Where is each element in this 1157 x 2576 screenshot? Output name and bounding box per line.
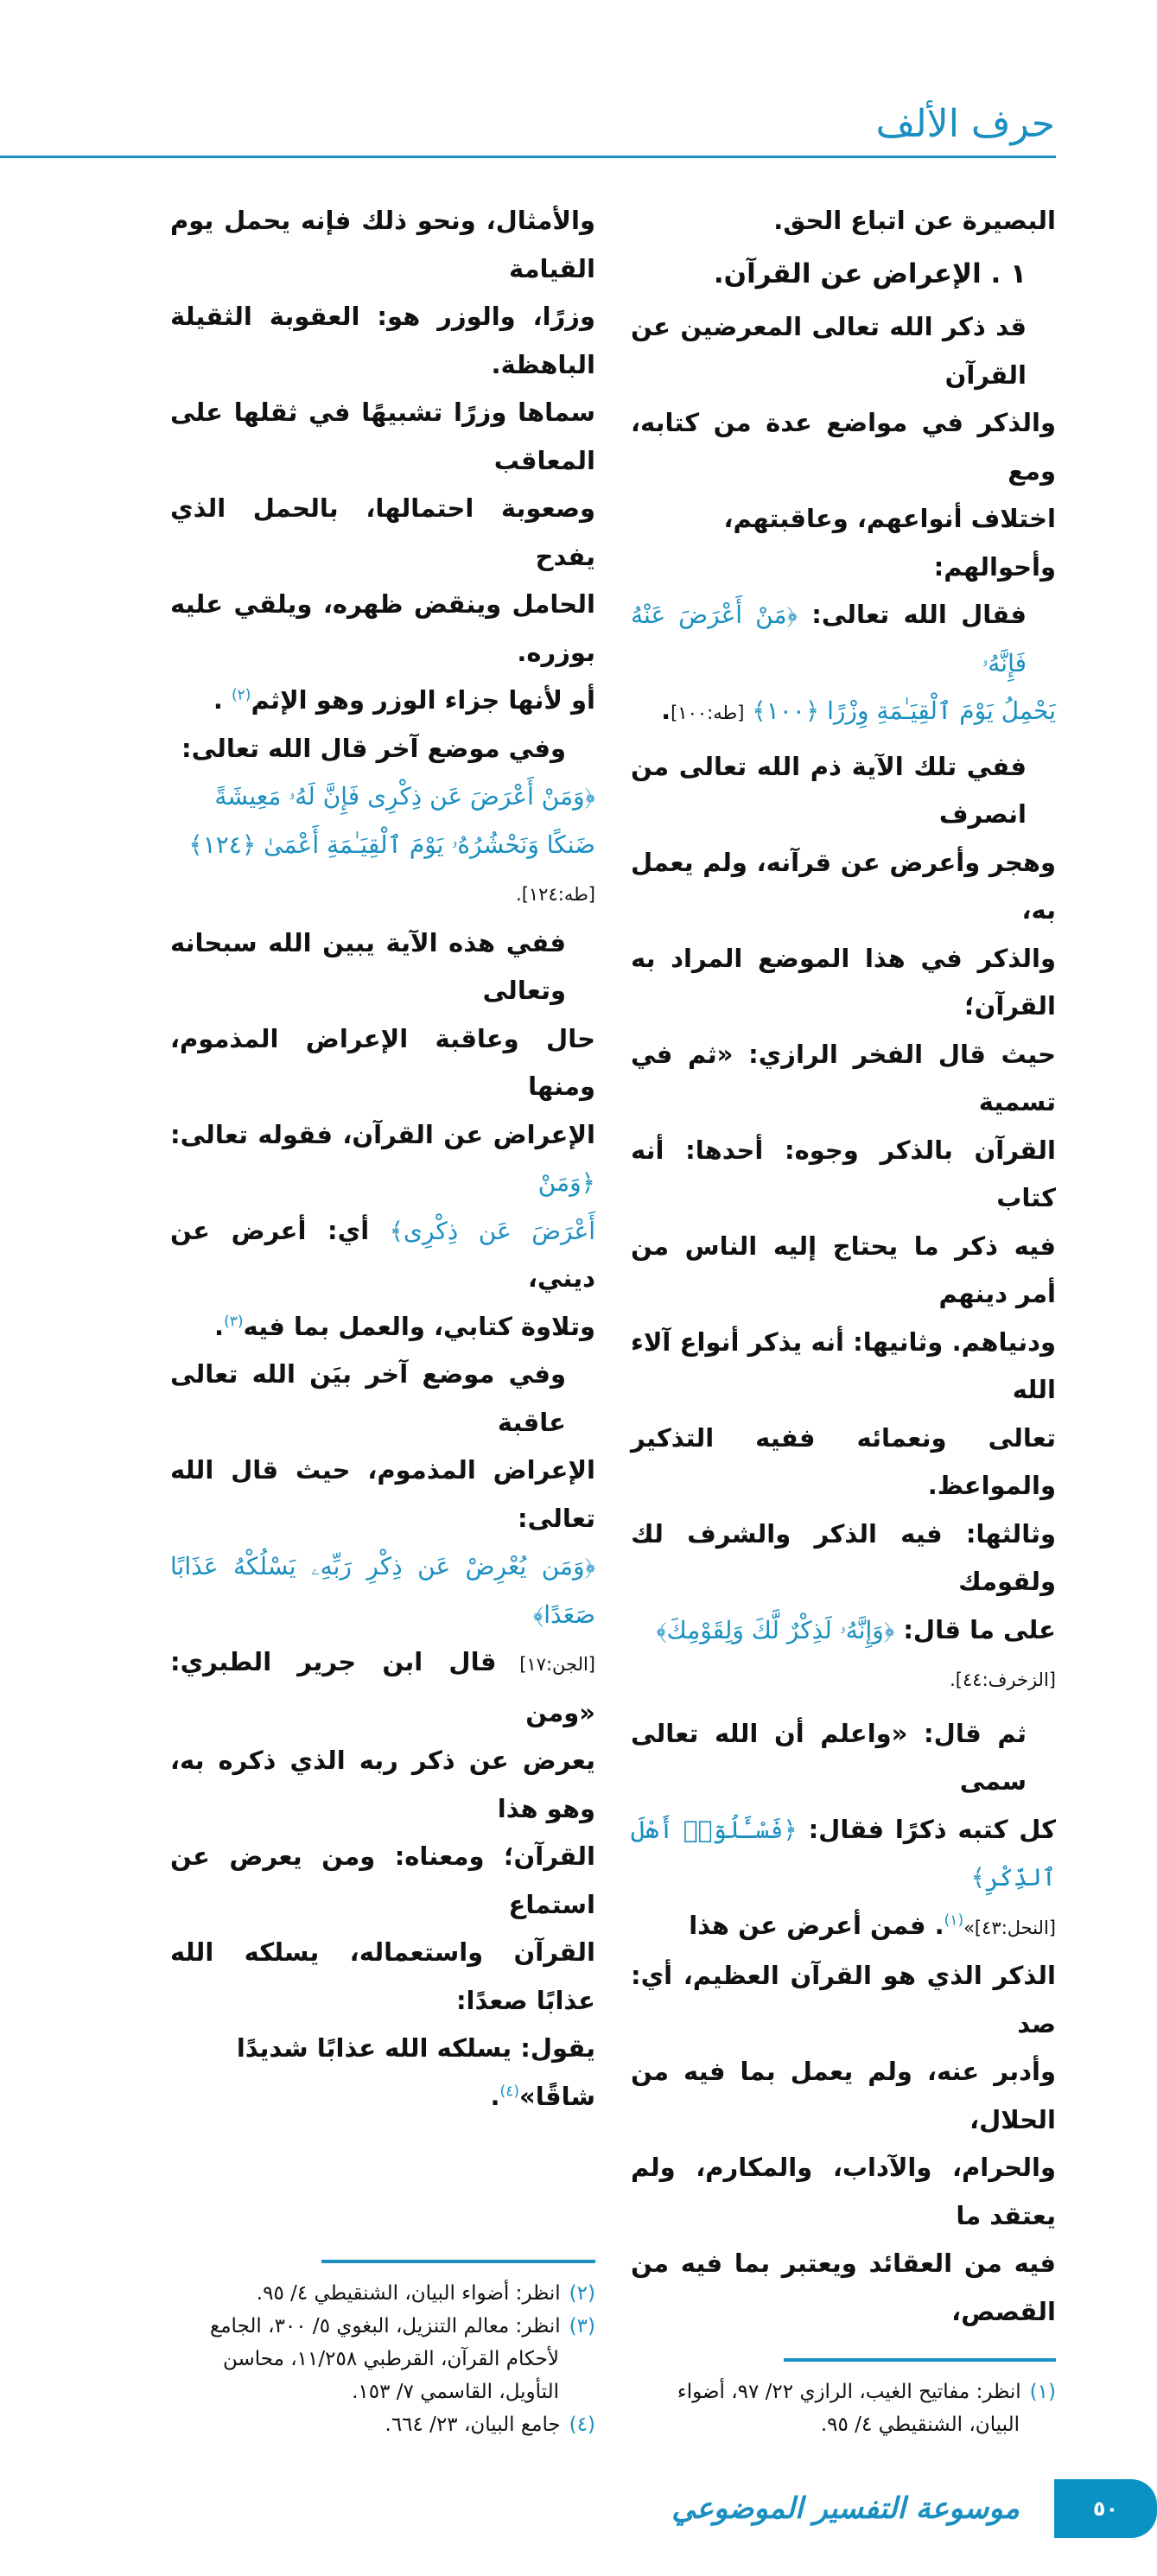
footnote-text: انظر: معالم التنزيل، البغوي ٥/ ٣٠٠، الجامع — [210, 2315, 561, 2337]
text-line — [170, 1638, 595, 1737]
quran-verse: يَحْمِلُ يَوْمَ ٱلْقِيَـٰمَةِ وِزْرًا ﴿١٠٠﴾ — [744, 696, 1056, 725]
footnote-divider-left — [321, 2260, 595, 2263]
body-text: قال ابن جرير الطبري: «ومن — [170, 1647, 595, 1727]
footnote-number: (٤) — [569, 2414, 595, 2436]
text-line — [170, 2025, 595, 2121]
body-text: والحرام، والآداب، والمكارم، ولم يعتقد ما — [631, 2153, 1056, 2230]
body-text: فيه ذكر ما يحتاج إليه الناس من أمر دينهم — [631, 1231, 1056, 1308]
verse-reference: [الجن:١٧] — [496, 1654, 595, 1675]
text-line — [631, 687, 1056, 738]
body-text: . — [214, 1311, 225, 1341]
body-text: . — [213, 685, 232, 715]
text-line — [631, 1710, 1056, 1806]
quran-verse: ضَنكًا وَنَحْشُرُهُۥ يَوْمَ ٱلْقِيَـٰمَةِ أَعْمَىٰ ﴿١٢٤﴾ — [188, 830, 595, 859]
body-text: ١ . الإعراض عن القرآن. — [713, 258, 1027, 289]
text-line — [631, 1223, 1056, 1319]
body-text: فقال الله تعالى: — [797, 600, 1027, 629]
quran-verse: ﴿وَإِنَّهُۥ لَذِكْرٌ لَّكَ وَلِقَوْمِكَ﴾ — [656, 1615, 895, 1644]
text-line — [631, 251, 1056, 299]
footnote-marker[interactable]: (٣) — [224, 1312, 244, 1330]
text-line — [170, 1015, 595, 1111]
left-text-column — [170, 197, 595, 2441]
text-line — [631, 1606, 1056, 1655]
quran-verse: أَعْرَضَ عَن ذِكْرِى﴾ — [369, 1216, 595, 1245]
text-line — [170, 293, 595, 389]
quran-verse: ﴿وَمَن يُعْرِضْ عَن ذِكْرِ رَبِّهِۦ يَسْلُكْهُ عَذَابًا صَعَدًا﴾ — [170, 1552, 595, 1629]
body-text: أي: أعرض عن ديني، — [170, 1215, 595, 1293]
page-number-badge: ٥٠ — [1054, 2479, 1157, 2538]
footnote-text: انظر: مفاتيح الغيب، الرازي ٢٢/ ٩٧، أضواء — [677, 2381, 1021, 2403]
footnotes-right — [631, 2376, 1056, 2441]
body-text: تعالى ونعمائه ففيه التذكير والمواعظ. — [631, 1422, 1056, 1500]
body-text: كل كتبه ذكرًا فقال: — [797, 1814, 1056, 1844]
quran-verse: ﴿وَمَنْ أَعْرَضَ عَن ذِكْرِى فَإِنَّ لَهُۥ مَعِيشَةً — [214, 782, 595, 811]
page-footer — [0, 2476, 1157, 2576]
text-line — [170, 725, 595, 773]
text-line — [631, 197, 1056, 245]
body-text: ودنياهم. وثانيها: أنه يذكر أنواع آلاء الله — [631, 1326, 1056, 1404]
body-text: الذكر الذي هو القرآن العظيم، أي: صد — [631, 1961, 1056, 2039]
body-text: وتلاوة كتابي، والعمل بما فيه — [243, 1311, 595, 1341]
body-text: أو لأنها جزاء الوزر وهو الإثم — [251, 685, 595, 715]
body-text: حيث قال الفخر الرازي: «ثم في تسمية — [631, 1039, 1056, 1116]
text-line — [631, 399, 1056, 495]
body-text: وفي موضع آخر قال الله تعالى: — [181, 733, 566, 763]
body-text: وثالثها: فيه الذكر والشرف لك ولقومك — [631, 1518, 1056, 1596]
body-text: يعرض عن ذكر ربه الذي ذكره به، وهو هذا — [170, 1746, 595, 1823]
body-text: وزرًا، والوزر هو: العقوبة الثقيلة الباهظة. — [170, 302, 595, 379]
footnote-line — [170, 2343, 595, 2376]
text-line — [631, 2144, 1056, 2240]
body-text: على ما قال: — [894, 1614, 1056, 1644]
footnote-line — [631, 2376, 1056, 2408]
chapter-title: حرف الألف — [875, 102, 1055, 146]
body-text: والذكر في مواضع عدة من كتابه، ومع — [631, 408, 1056, 486]
text-line — [170, 1833, 595, 1929]
body-text: . فمن أعرض عن هذا — [689, 1910, 944, 1940]
encyclopedia-logo: موسوعة التفسير الموضوعي — [671, 2491, 1020, 2526]
text-line — [631, 1127, 1056, 1223]
text-line — [631, 1806, 1056, 1902]
body-text: والذكر في هذا الموضع المراد به القرآن؛ — [631, 943, 1056, 1021]
footnote-text: لأحكام القرآن، القرطبي ١١/٢٥٨، محاسن — [222, 2348, 559, 2370]
footnote-line — [170, 2376, 595, 2408]
body-text: حال وعاقبة الإعراض المذموم، ومنها — [170, 1023, 595, 1101]
text-line — [170, 389, 595, 485]
footnote-line — [170, 2408, 595, 2441]
body-text: . — [661, 696, 671, 725]
text-line — [170, 677, 595, 725]
body-text: والأمثال، ونحو ذلك فإنه يحمل يوم القيامة — [170, 206, 595, 283]
footnote-text: جامع البيان، ٢٣/ ٦٦٤. — [385, 2414, 561, 2436]
footnote-line — [170, 2310, 595, 2343]
text-line — [170, 581, 595, 677]
body-text: الإعراض المذموم، حيث قال الله تعالى: — [170, 1455, 595, 1533]
body-text: ثم قال: «واعلم أن الله تعالى سمى — [631, 1718, 1027, 1796]
text-line — [631, 1952, 1056, 2048]
body-text: البصيرة عن اتباع الحق. — [773, 206, 1056, 235]
footnote-marker[interactable]: (٤) — [499, 2082, 519, 2100]
body-text: الإعراض عن القرآن، فقوله تعالى: — [170, 1119, 595, 1149]
body-text: القرآن؛ ومعناه: ومن يعرض عن استماع — [170, 1841, 595, 1919]
verse-reference: [النحل:٤٣]» — [963, 1917, 1056, 1938]
verse-reference: [طه:١٢٤]. — [516, 884, 595, 905]
text-line — [170, 773, 595, 821]
left-column-text — [170, 197, 595, 2121]
text-line — [170, 1303, 595, 1352]
footnote-text: البيان، الشنقيطي ٤/ ٩٥. — [820, 2414, 1020, 2436]
text-line — [170, 919, 595, 1015]
text-line — [631, 935, 1056, 1031]
text-line — [170, 485, 595, 581]
body-text: فيه من العقائد ويعتبر بما فيه من القصص، — [631, 2248, 1056, 2326]
body-text: القرآن واستعماله، يسلكه الله عذابًا صعدًا: — [170, 1937, 595, 2015]
text-line — [631, 591, 1056, 687]
text-line — [170, 821, 595, 869]
body-text: اختلاف أنواعهم، وعاقبتهم، وأحوالهم: — [723, 504, 1056, 582]
body-text: وأدبر عنه، ولم يعمل بما فيه من الحلال، — [631, 2057, 1056, 2134]
text-line — [631, 743, 1056, 839]
body-text: وصعوبة احتمالها، بالحمل الذي يفدح — [170, 493, 595, 571]
text-line — [170, 868, 595, 919]
text-line — [631, 1415, 1056, 1511]
verse-reference: [الزخرف:٤٤]. — [950, 1670, 1056, 1690]
text-line — [631, 1031, 1056, 1127]
text-line — [631, 1902, 1056, 1953]
quran-verse: ﴿مَنْ أَعْرَضَ عَنْهُ فَإِنَّهُۥ — [631, 601, 1027, 677]
text-line — [631, 1319, 1056, 1415]
right-text-column — [631, 197, 1056, 2441]
text-line — [631, 1654, 1056, 1705]
text-line — [170, 1351, 595, 1447]
header-divider — [0, 156, 1056, 158]
text-line — [170, 1111, 595, 1207]
body-text: ففي تلك الآية ذم الله تعالى من انصرف — [631, 751, 1027, 829]
footnote-line — [170, 2277, 595, 2310]
footnotes-left-block — [170, 2237, 595, 2441]
text-line — [631, 2240, 1056, 2336]
text-line — [170, 1929, 595, 2025]
quran-verse: ﴿فَسْـَٔلُوٓا۟ أَهْلَ ٱلذِّكْرِ﴾ — [631, 1815, 1056, 1892]
right-column-text — [631, 197, 1056, 2336]
footnote-number: (٣) — [569, 2315, 595, 2337]
text-line — [631, 839, 1056, 935]
text-line — [170, 1207, 595, 1303]
body-text: وفي موضع آخر بيَن الله تعالى عاقبة — [170, 1359, 566, 1437]
body-text: الحامل وينقض ظهره، ويلقي عليه بوزره. — [170, 589, 595, 667]
page-body — [170, 0, 1056, 2441]
verse-reference: [طه:١٠٠] — [671, 703, 745, 723]
footnote-number: (٢) — [569, 2282, 595, 2305]
body-text: سماها وزرًا تشبيهًا في ثقلها على المعاقب — [170, 398, 595, 475]
text-line — [170, 1542, 595, 1638]
footnote-marker[interactable]: (١) — [944, 1911, 964, 1929]
body-text: . — [490, 2081, 500, 2111]
text-line — [170, 1737, 595, 1833]
body-text: قد ذكر الله تعالى المعرضين عن القرآن — [631, 312, 1027, 390]
body-text: وهجر وأعرض عن قرآنه، ولم يعمل به، — [631, 847, 1056, 925]
quran-verse: ﴿وَمَنْ — [537, 1168, 595, 1197]
text-line — [170, 1447, 595, 1542]
footnote-marker[interactable]: (٢) — [232, 686, 251, 704]
footnotes-right-block — [631, 2336, 1056, 2441]
footnote-divider-right — [784, 2358, 1056, 2362]
text-line — [631, 303, 1056, 399]
text-line — [631, 1511, 1056, 1606]
footnotes-left — [170, 2277, 595, 2441]
footnote-text: انظر: أضواء البيان، الشنقيطي ٤/ ٩٥. — [256, 2282, 561, 2305]
text-line — [170, 197, 595, 293]
footnote-text: التأويل، القاسمي ٧/ ١٥٣. — [352, 2381, 559, 2403]
footnote-number: (١) — [1029, 2381, 1056, 2403]
body-text: يقول: يسلكه الله عذابًا شديدًا شاقًا» — [236, 2033, 595, 2111]
text-line — [631, 2048, 1056, 2144]
body-text: ففي هذه الآية يبين الله سبحانه وتعالى — [170, 927, 566, 1005]
footnote-line — [631, 2408, 1056, 2441]
text-line — [631, 495, 1056, 591]
body-text: القرآن بالذكر وجوه: أحدها: أنه كتاب — [631, 1135, 1056, 1212]
